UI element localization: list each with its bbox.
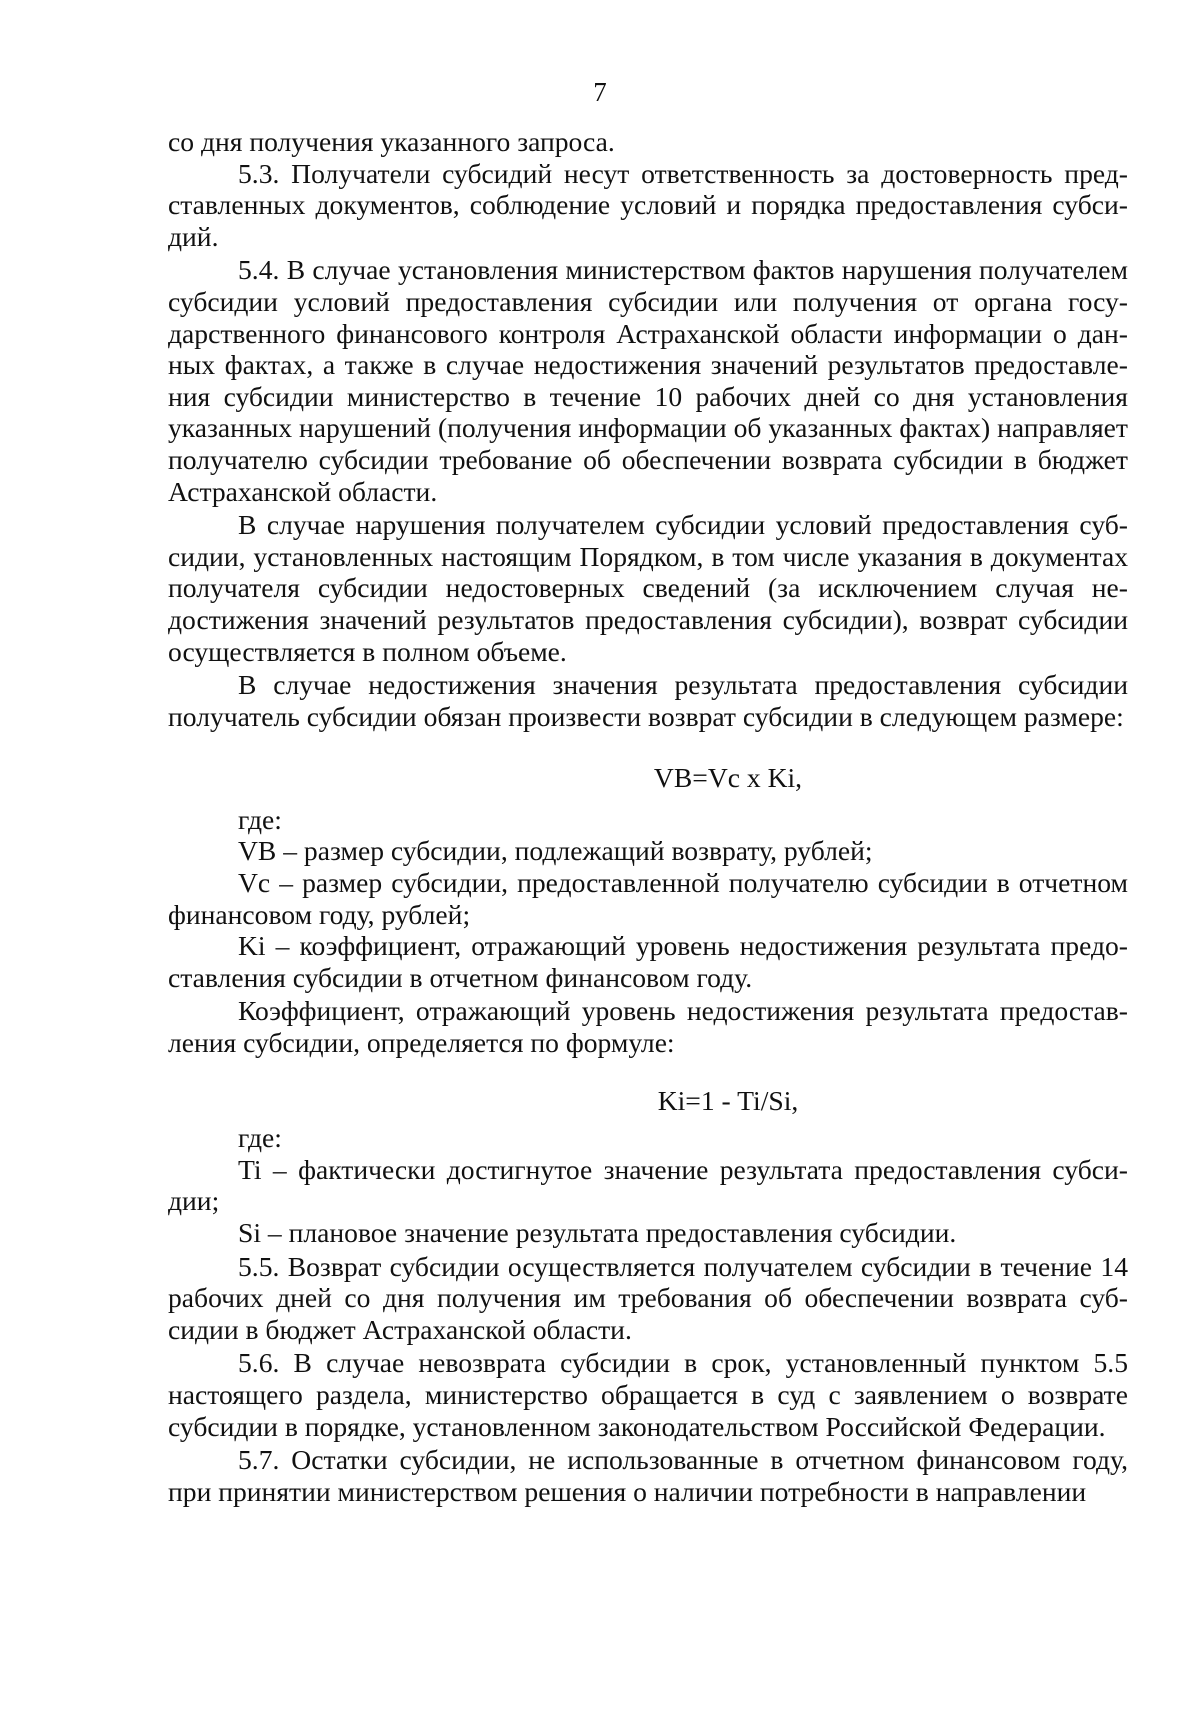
- where-label-1: где:: [238, 803, 282, 835]
- paragraph-continuation: со дня получения указанного запроса.: [168, 126, 615, 157]
- definition-ki: Ki – коэффициент, отражающий уровень недостижения результата предоставления субсидии в отчетном финансовом году.: [168, 930, 1128, 993]
- paragraph-5-6: 5.6. В случае невозврата субсидии в срок, установленный пунктом 5.5 настоящего раздела, министерство обращается в суд с заявлением о возврате субсидии в порядке, установленном законодательством Российской Федерации.: [168, 1347, 1128, 1442]
- paragraph-partial-refund: В случае недостижения значения результата предоставления субсидии получатель субсидии обязан произвести возврат субсидии в следующем размере:: [168, 669, 1128, 732]
- definition-vb: VB – размер субсидии, подлежащий возврату, рублей;: [238, 835, 873, 867]
- document-body: [168, 126, 1128, 1507]
- definition-si: Si – плановое значение результата предоставления субсидии.: [238, 1217, 957, 1248]
- paragraph-full-refund: В случае нарушения получателем субсидии условий предоставления субсидии, установленных настоящим Порядком, в том числе указания в документах получателя субсидии недостоверных сведений (за исключением случая недостижения значений результатов предоставления субсидии), возврат субсидии осуществляется в полном объеме.: [168, 509, 1128, 667]
- formula-ki: Ki=1 - Ti/Si,: [657, 1084, 799, 1116]
- page-number: 7: [593, 77, 607, 107]
- paragraph-5-3: 5.3. Получатели субсидий несут ответственность за достоверность представленных документов, соблюдение условий и порядка предоставления субсидий.: [168, 157, 1128, 252]
- paragraph-5-4: 5.4. В случае установления министерством фактов нарушения получателем субсидии условий предоставления субсидии или получения от органа государственного финансового контроля Астраханской области информации о данных фактах, а также в случае недостижения значений результатов предоставления субсидии министерство в течение 10 рабочих дней со дня установления указанных нарушений (получения информации об указанных фактах) направляет получателю субсидии требование об обеспечении возврата субсидии в бюджет Астраханской области.: [168, 254, 1128, 507]
- paragraph-coefficient: Коэффициент, отражающий уровень недостижения результата предоставления субсидии, определяется по формуле:: [168, 995, 1128, 1059]
- definition-vc: Vc – размер субсидии, предоставленной получателю субсидии в отчетном финансовом году, рублей;: [168, 867, 1128, 930]
- paragraph-5-7: 5.7. Остатки субсидии, не использованные в отчетном финансовом году, при принятии министерством решения о наличии потребности в направлении: [168, 1444, 1128, 1507]
- definition-ti: Ti – фактически достигнутое значение результата предоставления субсидии;: [168, 1153, 1128, 1217]
- formula-vb: VB=Vc x Ki,: [653, 762, 803, 794]
- where-label-2: где:: [238, 1122, 282, 1154]
- paragraph-5-5: 5.5. Возврат субсидии осуществляется получателем субсидии в течение 14 рабочих дней со дня получения им требования об обеспечении возврата субсидии в бюджет Астраханской области.: [168, 1250, 1128, 1345]
